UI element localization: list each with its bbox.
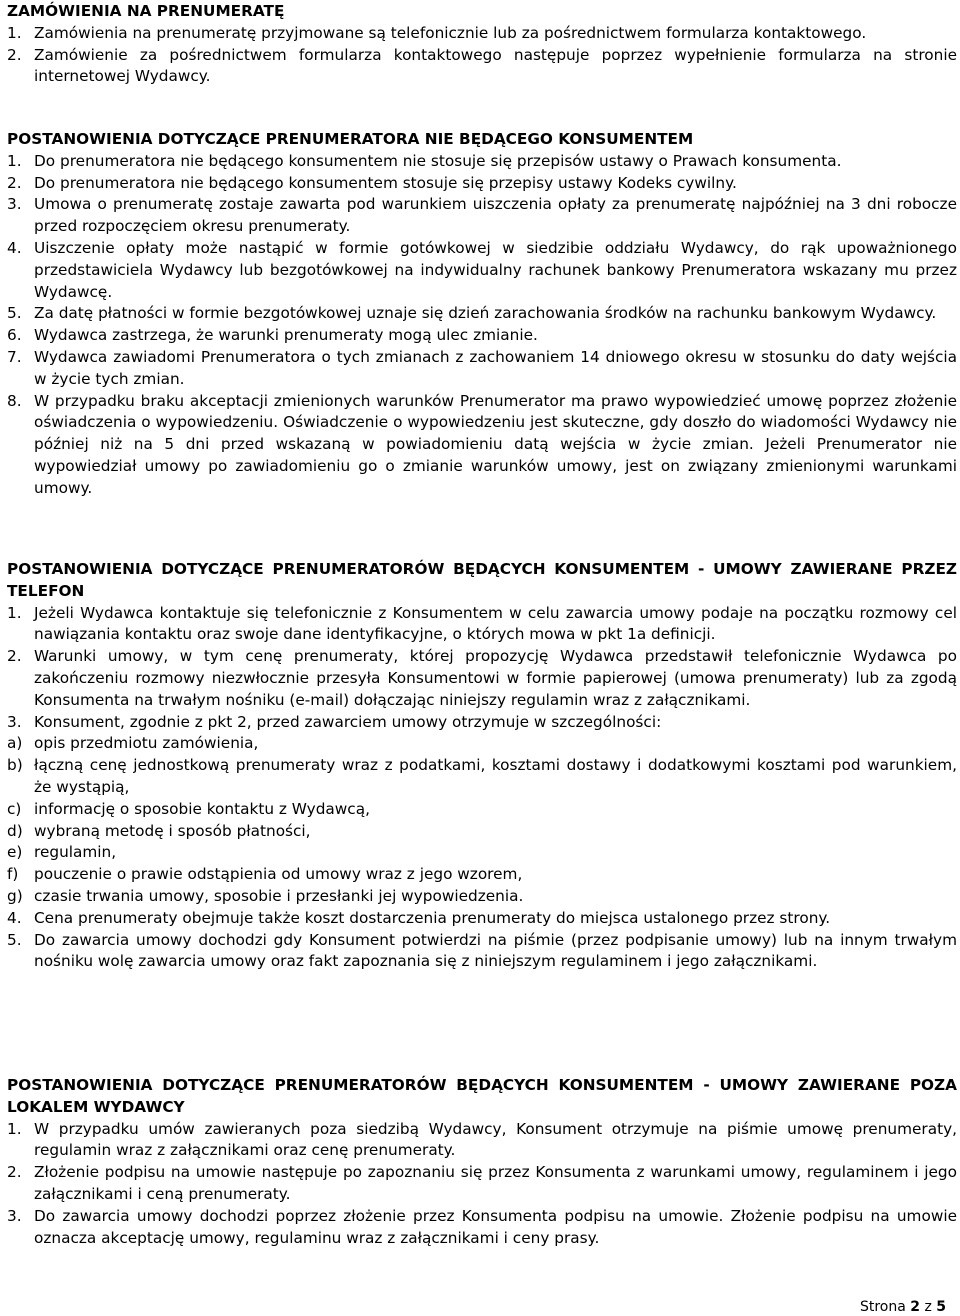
item-text: Warunki umowy, w tym cenę prenumeraty, której propozycję Wydawca przedstawił telefonicznie Wydawca po zakończeniu rozmowy niezwłocznie przesyła Konsumentowi w formie papierowej (umowa prenumeraty) lub za zgodą Konsumenta na trwałym nośniku (e-mail) dołączając niniejszy regulamin wraz z załącznikami. bbox=[34, 647, 957, 709]
item-number: 6. bbox=[7, 326, 22, 345]
item-text: informację o sposobie kontaktu z Wydawcą, bbox=[34, 799, 370, 818]
item-text: Do zawarcia umowy dochodzi poprzez złożenie przez Konsumenta podpisu na umowie. Złożenie podpisu na umowie oznacza akceptację umowy, regulaminu wraz z załącznikami i ceny prasy. bbox=[34, 1206, 957, 1247]
item-number: 2. bbox=[7, 173, 22, 192]
section-heading: POSTANOWIENIA DOTYCZĄCE PRENUMERATORÓW BĘDĄCYCH KONSUMENTEM - UMOWY ZAWIERANE POZA LOKALEM WYDAWCY bbox=[7, 1076, 957, 1116]
item-text: Wydawca zastrzega, że warunki prenumeraty mogą ulec zmianie. bbox=[34, 326, 538, 345]
numbered-list bbox=[7, 23, 957, 88]
section-heading: ZAMÓWIENIA NA PRENUMERATĘ bbox=[7, 2, 285, 20]
item-text: Wydawca zawiadomi Prenumeratora o tych zmianach z zachowaniem 14 dniowego okresu w stosunku do daty wejścia w życie tych zmian. bbox=[34, 347, 957, 388]
item-text: Umowa o prenumeratę zostaje zawarta pod warunkiem uiszczenia opłaty za prenumeratę najpóźniej na 3 dni robocze przed rozpoczęciem okresu prenumeraty. bbox=[34, 195, 957, 236]
item-text: W przypadku braku akceptacji zmienionych warunków Prenumerator ma prawo wypowiedzieć umowę poprzez złożenie oświadczenia o wypowiedzeniu. Oświadczenie o wypowiedzeniu jest skuteczne, gdy doszło do wiadomości Wydawcy nie później niż na 5 dni przed wskazaną w powiadomieniu datą wejścia w życie zmian. Jeżeli Prenumerator nie wypowiedział umowy po zawiadomieniu go o zmianie warunków umowy, jest on związany zmienionymi warunkami umowy. bbox=[34, 391, 957, 497]
item-number: 3. bbox=[7, 1206, 22, 1225]
item-text: Do zawarcia umowy dochodzi gdy Konsument potwierdzi na piśmie (przez podpisanie umowy) lub na innym trwałym nośniku wolę zawarcia umowy oraz fakt zapoznania się z niniejszym regulaminem i jego załącznikami. bbox=[34, 930, 957, 971]
list-item bbox=[7, 45, 957, 89]
item-text: Zamówienie za pośrednictwem formularza kontaktowego następuje poprzez wypełnienie formularza na stronie internetowej Wydawcy. bbox=[34, 45, 957, 86]
item-text: wybraną metodę i sposób płatności, bbox=[34, 821, 311, 840]
list-item bbox=[7, 23, 957, 45]
item-text: Konsument, zgodnie z pkt 2, przed zawarciem umowy otrzymuje w szczególności: bbox=[34, 712, 662, 731]
list-item bbox=[7, 712, 957, 734]
list-item bbox=[7, 821, 957, 843]
section-orders bbox=[7, 1, 957, 88]
item-number: f) bbox=[7, 865, 19, 884]
numbered-list bbox=[7, 603, 957, 974]
item-number: g) bbox=[7, 886, 23, 905]
item-number: 2. bbox=[7, 647, 22, 666]
item-number: 3. bbox=[7, 712, 22, 731]
item-number: 2. bbox=[7, 1163, 22, 1182]
list-item bbox=[7, 886, 957, 908]
list-item bbox=[7, 842, 957, 864]
item-number: 3. bbox=[7, 195, 22, 214]
list-item bbox=[7, 1119, 957, 1163]
list-item bbox=[7, 391, 957, 500]
page-number bbox=[860, 1298, 946, 1316]
item-text: Do prenumeratora nie będącego konsumentem stosuje się przepisy ustawy Kodeks cywilny. bbox=[34, 173, 737, 192]
item-number: e) bbox=[7, 843, 23, 862]
item-text: łączną cenę jednostkową prenumeraty wraz z podatkami, kosztami dostawy i dodatkowymi kosztami pod warunkiem, że wystąpią, bbox=[34, 756, 957, 796]
list-item bbox=[7, 755, 957, 799]
list-item bbox=[7, 151, 957, 173]
item-text: Za datę płatności w formie bezgotówkowej uznaje się dzień zarachowania środków na rachunku bankowym Wydawcy. bbox=[34, 304, 937, 323]
section-consumer-phone bbox=[7, 559, 957, 973]
item-text: Cena prenumeraty obejmuje także koszt dostarczenia prenumeraty do miejsca ustalonego przez strony. bbox=[34, 908, 831, 927]
list-item bbox=[7, 1162, 957, 1206]
list-item bbox=[7, 603, 957, 647]
item-text: Zamówienia na prenumeratę przyjmowane są telefonicznie lub za pośrednictwem formularza kontaktowego. bbox=[34, 23, 867, 42]
item-text: opis przedmiotu zamówienia, bbox=[34, 734, 259, 753]
total-pages: 5 bbox=[936, 1299, 946, 1315]
item-text: Uiszczenie opłaty może nastąpić w formie gotówkowej w siedzibie oddziału Wydawcy, do rąk upoważnionego przedstawiciela Wydawcy lub bezgotówkowej na indywidualny rachunek bankowy Prenumeratora wskazany mu przez Wydawcę. bbox=[34, 238, 957, 301]
item-text: Złożenie podpisu na umowie następuje po zapoznaniu się przez Konsumenta z warunkami umowy, regulaminem i jego załącznikami i ceną prenumeraty. bbox=[34, 1163, 957, 1203]
list-item bbox=[7, 908, 957, 930]
list-item bbox=[7, 238, 957, 303]
item-number: 4. bbox=[7, 908, 22, 927]
list-item bbox=[7, 325, 957, 347]
item-number: c) bbox=[7, 799, 22, 818]
item-number: 7. bbox=[7, 347, 22, 366]
section-non-consumer bbox=[7, 129, 957, 500]
list-item bbox=[7, 864, 957, 886]
item-text: Jeżeli Wydawca kontaktuje się telefonicznie z Konsumentem w celu zawarcia umowy podaje na początku rozmowy cel nawiązania kontaktu oraz swoje dane identyfikacyjne, o których mowa w pkt 1a definicji. bbox=[34, 603, 957, 644]
item-number: 1. bbox=[7, 151, 22, 170]
item-number: 1. bbox=[7, 1119, 22, 1138]
section-heading: POSTANOWIENIA DOTYCZĄCE PRENUMERATORA NIE BĘDĄCEGO KONSUMENTEM bbox=[7, 130, 694, 148]
current-page: 2 bbox=[910, 1299, 920, 1315]
item-text: czasie trwania umowy, sposobie i przesłanki jej wypowiedzenia. bbox=[34, 886, 524, 905]
list-item bbox=[7, 347, 957, 391]
list-item bbox=[7, 799, 957, 821]
item-text: regulamin, bbox=[34, 843, 117, 862]
item-number: 4. bbox=[7, 238, 22, 257]
item-number: 5. bbox=[7, 930, 22, 949]
item-text: Do prenumeratora nie będącego konsumentem nie stosuje się przepisów ustawy o Prawach konsumenta. bbox=[34, 151, 842, 170]
section-consumer-off-premises bbox=[7, 1075, 957, 1249]
list-item bbox=[7, 733, 957, 755]
item-number: 1. bbox=[7, 603, 22, 622]
item-text: pouczenie o prawie odstąpienia od umowy wraz z jego wzorem, bbox=[34, 865, 523, 884]
item-number: 1. bbox=[7, 23, 22, 42]
page-prefix: Strona bbox=[859, 1299, 906, 1315]
list-item bbox=[7, 1206, 957, 1250]
item-number: a) bbox=[7, 734, 23, 753]
list-item bbox=[7, 646, 957, 711]
item-number: 8. bbox=[7, 391, 22, 410]
item-number: d) bbox=[7, 821, 23, 840]
list-item bbox=[7, 173, 957, 195]
item-number: b) bbox=[7, 756, 23, 775]
list-item bbox=[7, 303, 957, 325]
item-number: 2. bbox=[7, 45, 22, 64]
item-number: 5. bbox=[7, 304, 22, 323]
page-separator: z bbox=[924, 1299, 932, 1315]
section-heading: POSTANOWIENIA DOTYCZĄCE PRENUMERATORÓW BĘDĄCYCH KONSUMENTEM - UMOWY ZAWIERANE PRZEZ TELEFON bbox=[7, 560, 957, 600]
numbered-list bbox=[7, 1119, 957, 1250]
list-item bbox=[7, 194, 957, 238]
numbered-list bbox=[7, 151, 957, 500]
list-item bbox=[7, 930, 957, 974]
item-text: W przypadku umów zawieranych poza siedzibą Wydawcy, Konsument otrzymuje na piśmie umowę prenumeraty, regulamin wraz z załącznikami oraz cenę prenumeraty. bbox=[34, 1119, 957, 1160]
